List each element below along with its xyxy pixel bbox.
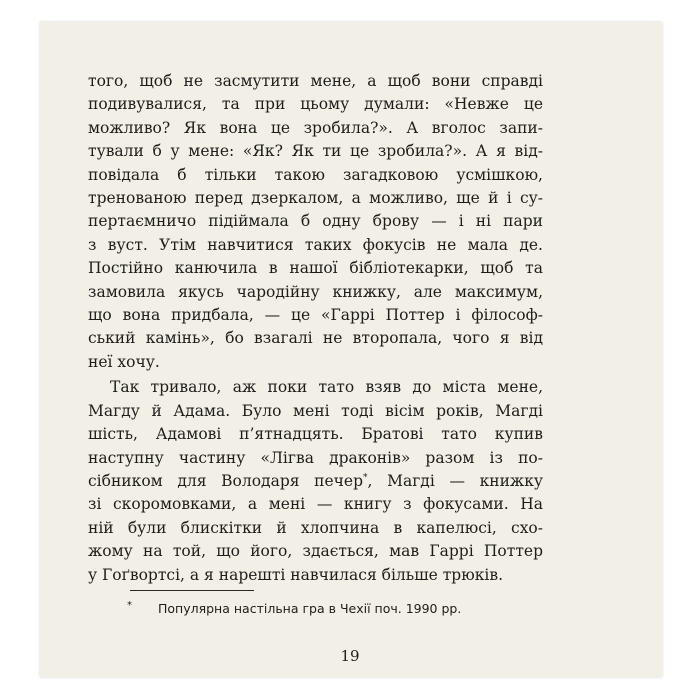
text-line: замовила якусь чародійну книжку, але максимум, xyxy=(88,282,543,301)
text-line: можливо? Як вона це зробила?». А вголос запи- xyxy=(88,118,543,137)
page-number: 19 xyxy=(340,647,360,665)
text-line: ський камінь», бо взагалі не второпала, чого я від xyxy=(88,329,543,348)
text-line: пертаємничо підіймала б одну брову — і ні пари xyxy=(88,212,543,231)
text-line: жому на той, що його, здається, мав Гаррі Поттер xyxy=(88,542,543,561)
text-line: зі скоромовками, а мені — книгу з фокусами. На xyxy=(88,495,543,514)
text-line: неї хочу. xyxy=(88,352,160,371)
text-segment: , Магді — книжку xyxy=(367,471,543,490)
text-line-with-footnote xyxy=(88,470,543,493)
text-line: Постійно канючила в нашої бібліотекарки, щоб та xyxy=(88,259,543,278)
text-line: шість, Адамові п’ятнадцять. Братові тато купив xyxy=(88,425,543,444)
text-line: наступну частину «Лігва драконів» разом із по- xyxy=(88,448,543,467)
text-line: тренованою перед дзеркалом, а можливо, ще й і су- xyxy=(88,189,543,208)
text-segment: сібником для Володаря печер xyxy=(88,471,364,490)
footnote-text: Популярна настільна гра в Чехії поч. 1990 рр. xyxy=(158,601,462,616)
footnote-mark: * xyxy=(127,600,132,611)
text-line: тували б у мене: «Як? Як ти це зробила?». А я від- xyxy=(88,142,543,161)
text-line: з вуст. Утім навчитися таких фокусів не мала де. xyxy=(88,235,543,254)
footnote-reference: * xyxy=(363,472,368,483)
text-line: повідала б тільки такою загадковою усмішкою, xyxy=(88,165,543,184)
main-text xyxy=(88,70,543,587)
footnote-divider xyxy=(130,590,254,591)
text-line: подивувалися, та при цьому думали: «Невже це xyxy=(88,95,543,114)
text-line: у Гоґвортсі, а я нарешті навчилася більше трюків. xyxy=(88,565,504,584)
text-line: того, щоб не засмутити мене, а щоб вони справді xyxy=(88,72,543,90)
text-line: ній були блискітки й хлопчина в капелюсі, схо- xyxy=(88,518,543,537)
text-line: що вона придбала, — це «Гаррі Поттер і філософ- xyxy=(88,306,543,325)
text-line: Так тривало, аж поки тато взяв до міста мене, xyxy=(110,378,543,397)
text-line: Магду й Адама. Було мені тоді вісім років, Магді xyxy=(88,401,543,420)
